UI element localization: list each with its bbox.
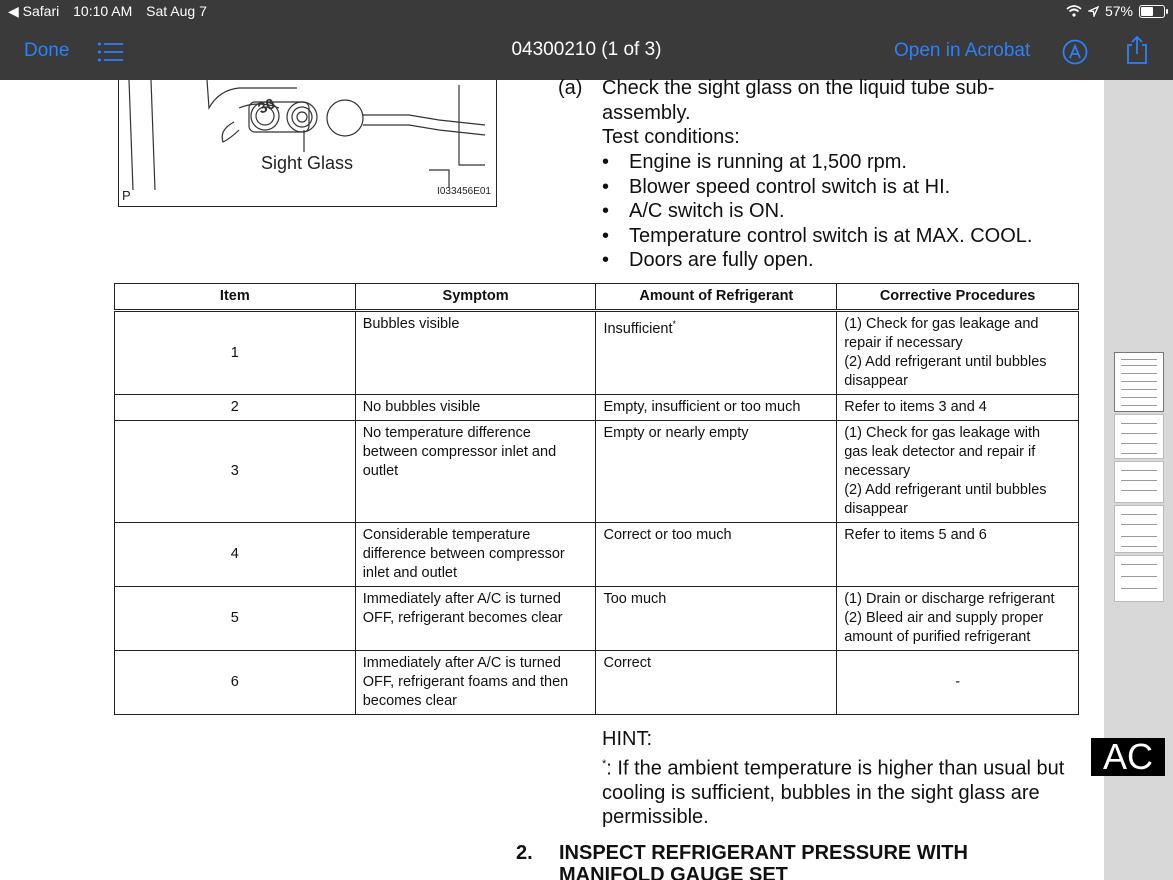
section-number: 2.: [516, 842, 533, 864]
corrective-line: necessary: [844, 463, 911, 479]
condition-item: • Blower speed control switch is at HI.: [600, 175, 1032, 200]
header-corrective: Corrective Procedures: [837, 284, 1079, 311]
cell-symptom: [355, 523, 596, 587]
hint-line-1: : If the ambient temperature is higher than usual but: [606, 757, 1065, 780]
corrective-line: disappear: [844, 501, 908, 517]
nav-bar: [0, 24, 1173, 80]
refrigerant-table: [114, 283, 1079, 715]
document-title: 04300210 (1 of 3): [511, 39, 662, 60]
corrective-line: (2) Bleed air and supply proper: [844, 610, 1044, 626]
cell-amount: [596, 523, 837, 587]
hint-note-mark: *: [602, 757, 607, 770]
status-right: [1066, 3, 1165, 19]
amount-text: Too much: [603, 591, 667, 607]
amount-text: Insufficient: [603, 320, 673, 337]
page-thumbnail[interactable]: [1114, 505, 1164, 553]
cell-item: 5: [115, 587, 356, 651]
back-to-app[interactable]: ◀ Safari: [8, 3, 60, 19]
symptom-line: becomes clear: [362, 693, 457, 709]
section-line-2: MANIFOLD GAUGE SET: [559, 864, 788, 880]
cell-corrective: [837, 421, 1079, 523]
check-line-1: Check the sight glass on the liquid tube sub-: [602, 77, 995, 99]
check-line-2: assembly.: [602, 101, 691, 124]
corrective-line: Refer to items 5 and 6: [844, 527, 987, 543]
status-left: [8, 3, 217, 20]
figure-code: I033456E01: [437, 186, 491, 197]
table-header-row: [115, 284, 1079, 311]
cell-corrective: [837, 395, 1079, 421]
hint-block: [602, 727, 1082, 830]
corrective-line: (1) Check for gas leakage with: [844, 425, 1041, 441]
symptom-line: OFF, refrigerant foams and then: [362, 674, 569, 690]
corrective-line: (2) Add refrigerant until bubbles: [844, 482, 1047, 498]
symptom-line: outlet: [362, 463, 399, 479]
amount-text: Correct or too much: [603, 527, 732, 543]
header-symptom: Symptom: [355, 284, 596, 311]
condition-item: • Temperature control switch is at MAX. COOL.: [600, 224, 1032, 249]
amount-text: Empty or nearly empty: [603, 425, 749, 441]
cell-corrective: [837, 651, 1079, 715]
table-row: [115, 395, 1079, 421]
symptom-line: between compressor inlet and: [362, 444, 557, 460]
corrective-line: -: [955, 674, 961, 690]
hint-line-3: permissible.: [602, 806, 709, 829]
sight-glass-figure: [118, 80, 497, 207]
cell-corrective: [837, 587, 1079, 651]
table-row: [115, 311, 1079, 395]
status-bar: [0, 0, 1173, 24]
location-icon: [1088, 6, 1099, 17]
symptom-line: Immediately after A/C is turned: [362, 655, 561, 671]
corrective-line: amount of purified refrigerant: [844, 629, 1031, 645]
status-time: 10:10 AM: [73, 3, 133, 19]
page-thumbnail[interactable]: [1114, 555, 1164, 602]
amount-text: Correct: [603, 655, 652, 671]
markup-icon[interactable]: [1062, 39, 1088, 65]
symptom-line: Immediately after A/C is turned: [362, 591, 561, 607]
symptom-line: difference between compressor: [362, 546, 565, 562]
battery-percent: 57%: [1104, 3, 1133, 19]
share-icon[interactable]: [1124, 35, 1150, 65]
cell-amount: [596, 421, 837, 523]
cell-symptom: [355, 587, 596, 651]
svg-text:30: 30: [255, 95, 278, 118]
corrective-line: repair if necessary: [844, 335, 963, 351]
corrective-line: (2) Add refrigerant until bubbles: [844, 354, 1047, 370]
cell-symptom: [355, 421, 596, 523]
wifi-icon: [1066, 5, 1082, 17]
symptom-line: No bubbles visible: [362, 399, 481, 415]
test-conditions-list: [600, 150, 1032, 273]
cell-symptom: [355, 651, 596, 715]
cell-item: 6: [115, 651, 356, 715]
symptom-line: Bubbles visible: [362, 316, 460, 332]
table-row: [115, 651, 1079, 715]
open-in-acrobat-button[interactable]: Open in Acrobat: [894, 40, 1031, 61]
table-row: [115, 523, 1079, 587]
table-row: [115, 421, 1079, 523]
page-thumbnail[interactable]: [1114, 414, 1164, 459]
condition-item: • Engine is running at 1,500 rpm.: [600, 150, 1032, 175]
cell-item: 2: [115, 395, 356, 421]
amount-text: Empty, insufficient or too much: [603, 399, 801, 415]
cell-corrective: [837, 523, 1079, 587]
ac-section-tab[interactable]: AC: [1091, 738, 1165, 776]
corrective-line: disappear: [844, 373, 908, 389]
corrective-line: gas leak detector and repair if: [844, 444, 1036, 460]
cell-symptom: [355, 311, 596, 395]
step-marker: (a): [558, 77, 583, 99]
page-thumbnail[interactable]: [1114, 461, 1164, 503]
corrective-line: Refer to items 3 and 4: [844, 399, 987, 415]
symptom-line: OFF, refrigerant becomes clear: [362, 610, 563, 626]
section-line-1: INSPECT REFRIGERANT PRESSURE WITH: [559, 842, 968, 864]
cell-amount: [596, 311, 837, 395]
back-app-label: Safari: [22, 3, 60, 19]
symptom-line: No temperature difference: [362, 425, 531, 441]
header-item: Item: [115, 284, 356, 311]
status-date: Sat Aug 7: [146, 3, 207, 19]
page-thumbnail[interactable]: [1114, 352, 1164, 412]
amount-footnote-mark: *: [672, 319, 677, 329]
cell-amount: [596, 651, 837, 715]
battery-icon: [1139, 5, 1165, 18]
header-amount: Amount of Refrigerant: [596, 284, 837, 311]
corrective-line: (1) Check for gas leakage and: [844, 316, 1039, 332]
hint-label: HINT:: [602, 728, 652, 750]
symptom-line: Considerable temperature: [362, 527, 531, 543]
cell-amount: [596, 395, 837, 421]
corrective-line: (1) Drain or discharge refrigerant: [844, 591, 1055, 607]
cell-symptom: [355, 395, 596, 421]
symptom-line: inlet and outlet: [362, 565, 458, 581]
table-row: [115, 587, 1079, 651]
test-conditions-heading: Test conditions:: [602, 126, 740, 148]
figure-corner-mark: P: [122, 188, 131, 203]
figure-caption: Sight Glass: [261, 153, 354, 173]
condition-item: • A/C switch is ON.: [600, 199, 1032, 224]
table-body: [115, 311, 1079, 715]
cell-amount: [596, 587, 837, 651]
hint-line-2: cooling is sufficient, bubbles in the sight glass are: [602, 781, 1040, 804]
cell-item: 4: [115, 523, 356, 587]
cell-item: 1: [115, 311, 356, 395]
done-button[interactable]: Done: [24, 40, 70, 61]
cell-corrective: [837, 311, 1079, 395]
condition-item: • Doors are fully open.: [600, 248, 1032, 273]
cell-item: 3: [115, 421, 356, 523]
